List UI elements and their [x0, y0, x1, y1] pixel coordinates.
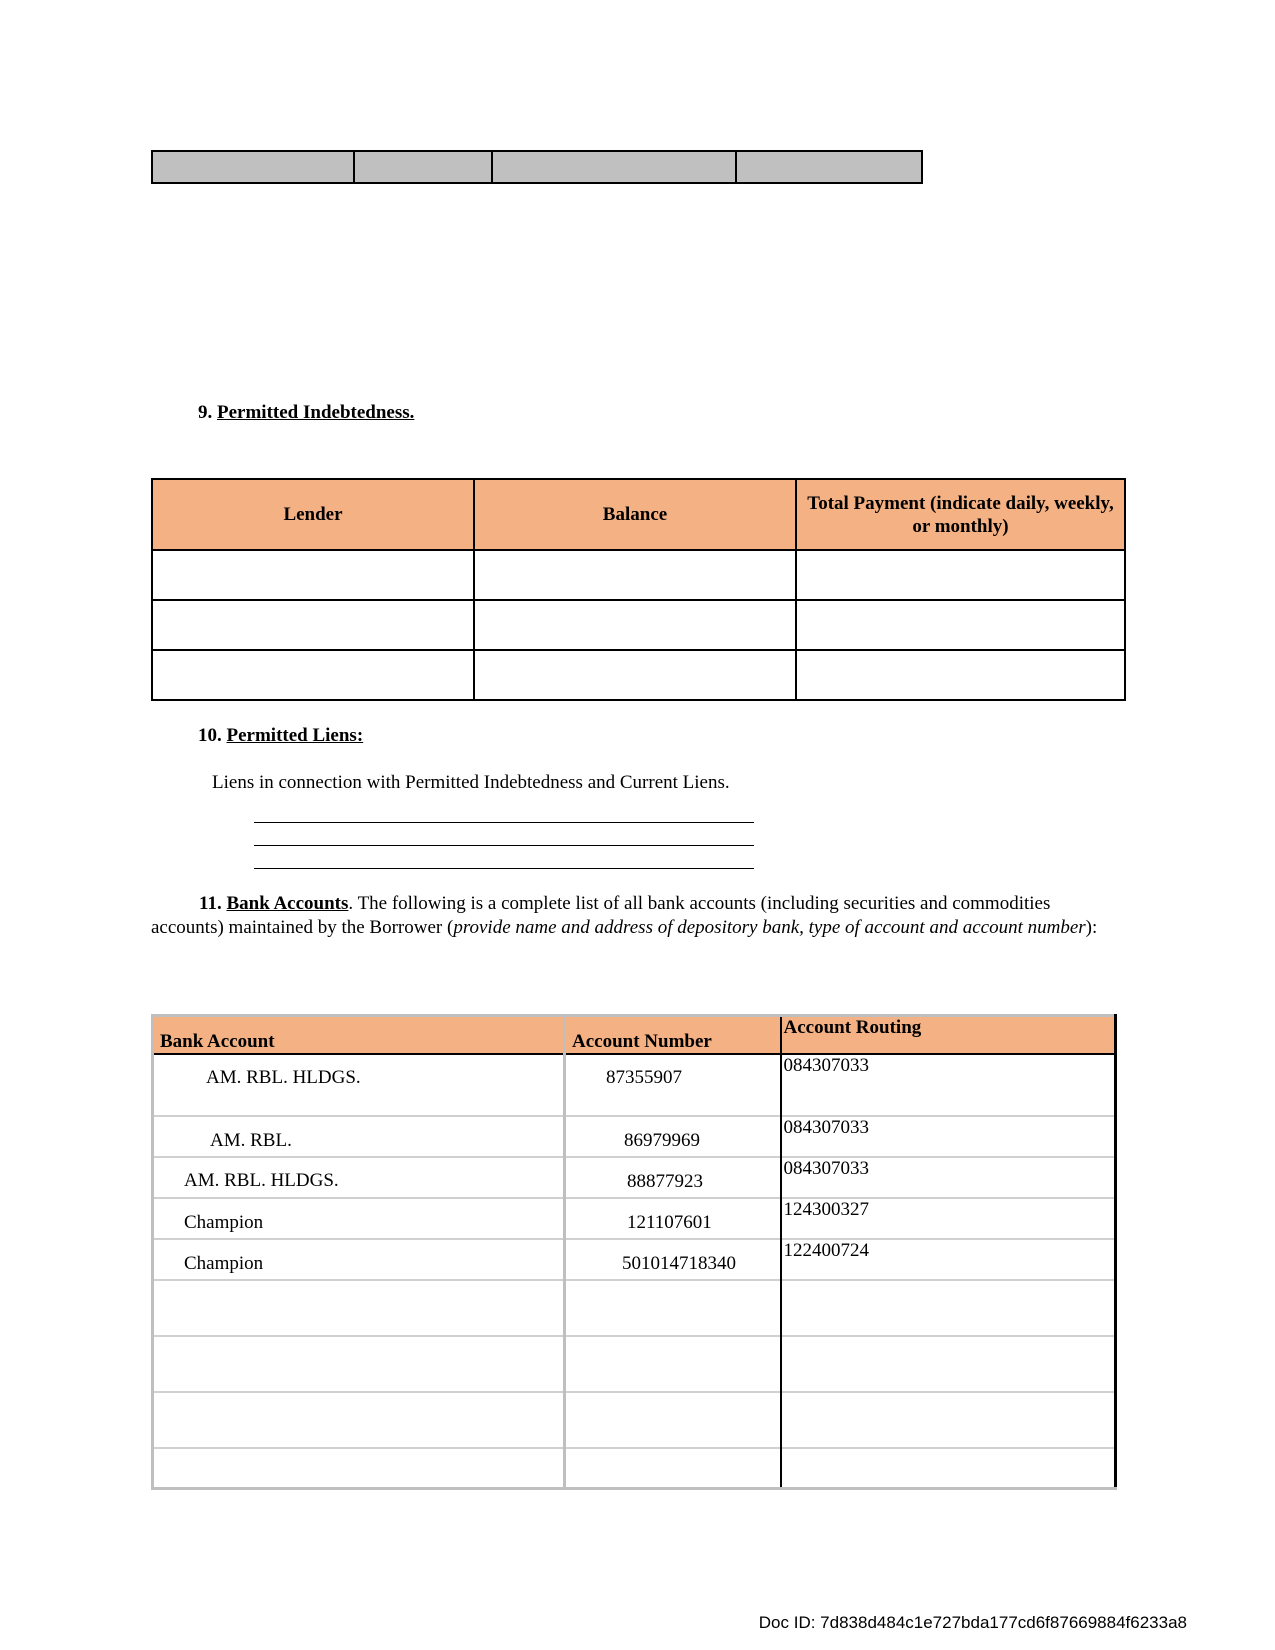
signature-line: [254, 822, 754, 823]
bank-name: AM. RBL.: [153, 1116, 565, 1157]
section-11-italic-text: provide name and address of depository bank, type of account and account number: [453, 917, 1086, 938]
table-row: [153, 1239, 1116, 1280]
section-10-heading: [198, 725, 363, 747]
table-row: [153, 1448, 1116, 1488]
account-routing-header: Account Routing: [781, 1016, 1116, 1055]
table-row: [152, 600, 1125, 650]
doc-id: Doc ID: 7d838d484c1e727bda177cd6f87669884f6233a8: [758, 1613, 1187, 1632]
section-10-number: 10.: [198, 725, 222, 746]
signature-line: [254, 868, 754, 869]
table-row: [153, 1198, 1116, 1239]
balance-header: Balance: [474, 479, 796, 550]
bank-name: Champion: [153, 1239, 565, 1280]
gray-cell: [354, 151, 492, 183]
gray-cell: [152, 151, 354, 183]
account-number: 88877923: [565, 1157, 781, 1198]
routing-number: 084307033: [781, 1116, 1116, 1157]
gray-cell: [492, 151, 736, 183]
table-row: [153, 1116, 1116, 1157]
account-number-header: Account Number: [565, 1016, 781, 1055]
routing-number: 124300327: [781, 1198, 1116, 1239]
account-number: 501014718340: [565, 1239, 781, 1280]
table-row: [153, 1054, 1116, 1116]
routing-number: 084307033: [781, 1157, 1116, 1198]
routing-number: 122400724: [781, 1239, 1116, 1280]
bank-account-header: Bank Account: [153, 1016, 565, 1055]
bank-name: Champion: [153, 1198, 565, 1239]
account-number: 121107601: [565, 1198, 781, 1239]
table-row: [153, 1392, 1116, 1448]
bank-name: AM. RBL. HLDGS.: [153, 1054, 565, 1116]
bank-accounts-table: [151, 1014, 1117, 1490]
section-11-text-end: ):: [1085, 917, 1098, 938]
section-11-number: 11.: [199, 893, 222, 914]
section-9-heading: [198, 402, 414, 424]
table-row: [153, 1157, 1116, 1198]
bank-name: AM. RBL. HLDGS.: [153, 1157, 565, 1198]
gray-cell: [736, 151, 922, 183]
section-11-paragraph: [151, 892, 1126, 940]
table-row: [152, 650, 1125, 700]
section-9-title: Permitted Indebtedness.: [217, 402, 415, 423]
account-number: 87355907: [565, 1054, 781, 1116]
routing-number: 084307033: [781, 1054, 1116, 1116]
table-row: [153, 1280, 1116, 1336]
account-number: 86979969: [565, 1116, 781, 1157]
table-row: [152, 550, 1125, 600]
lender-header: Lender: [152, 479, 474, 550]
signature-line: [254, 845, 754, 846]
permitted-indebtedness-table: [151, 478, 1126, 701]
section-11-title: Bank Accounts: [226, 893, 349, 914]
section-10-text: Liens in connection with Permitted Indebtedness and Current Liens.: [212, 772, 730, 793]
total-payment-header: Total Payment (indicate daily, weekly, or monthly): [796, 479, 1125, 550]
section-10-title: Permitted Liens:: [226, 725, 364, 746]
gray-header-table: [151, 150, 923, 184]
table-row: [153, 1336, 1116, 1392]
section-11-text: . The following is a complete list of all bank accounts (including securities and commodities accounts) maintained by the Borrower (: [151, 893, 1051, 938]
section-9-number: 9.: [198, 402, 213, 423]
